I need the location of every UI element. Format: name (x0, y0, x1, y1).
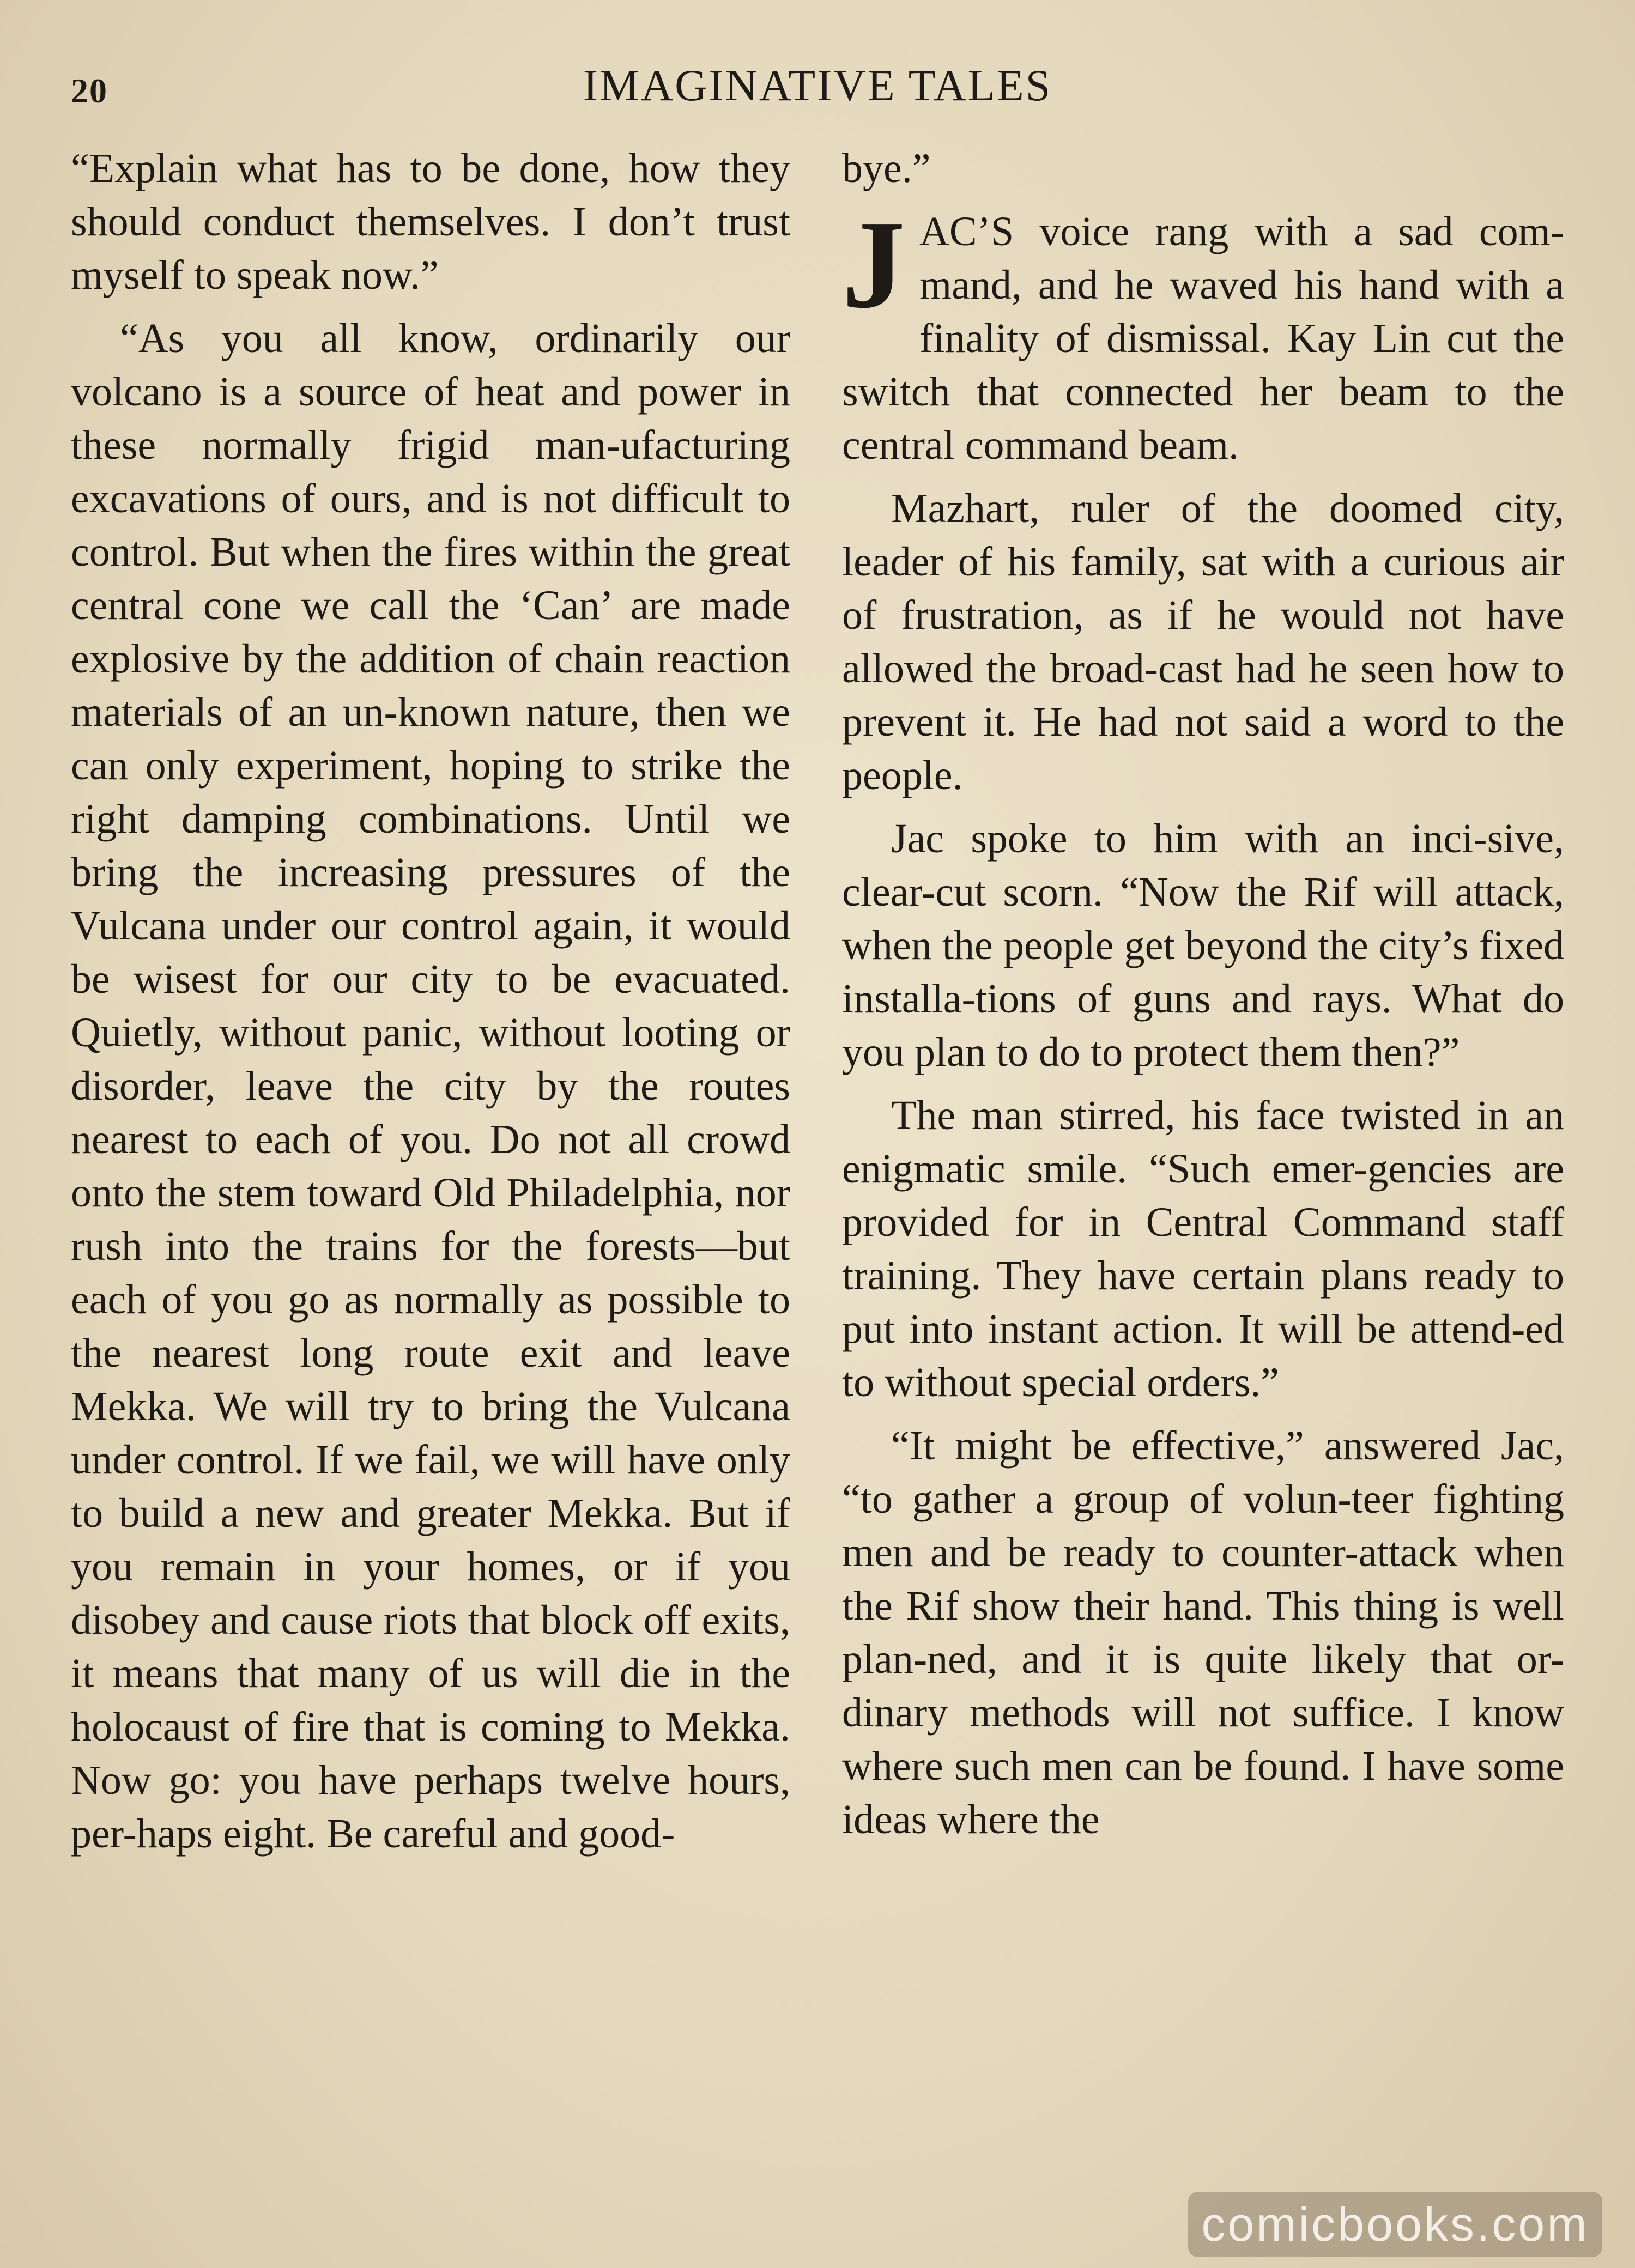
watermark-logo: comicbooks.com (1188, 2192, 1602, 2257)
paragraph: Jac spoke to him with an inci-sive, clear-cut scorn. “Now the Rif will attack, when the people get beyond the city’s fixed installa-tions of guns and rays. What do you plan to do to protect them then?” (842, 816, 1564, 1075)
paragraph: “As you all know, ordinarily our volcano is a source of heat and power in these normally frigid man-ufacturing excavations of ours, and is not difficult to control. But when the fires within the great central cone we call the ‘Can’ are made explosive by the addition of chain reaction materials of an un-known nature, then we can only experiment, hoping to strike the right damping combinations. Until we bring the increasing pressures of the Vulcana under our control again, it would be wisest for our city to be evacuated. Quietly, without panic, without looting or disorder, leave the city by the routes nearest to each of you. Do not all crowd onto the stem toward Old Philadelphia, nor rush into the trains for the forests—but each of you go as normally as possible to the nearest long route exit and leave Mekka. We will try to bring the Vulcana under control. If we fail, we will have only to build a new and greater Mekka. But if you remain in your homes, or if you disobey and cause riots that block off exits, it means that many of us will die in the holocaust of fire that is coming to Mekka. Now go: you have perhaps twelve hours, per-haps eight. Be careful and good- (71, 316, 790, 1857)
continuation-text: bye.” (842, 145, 931, 191)
running-title: IMAGINATIVE TALES (583, 60, 1052, 110)
paragraph: Mazhart, ruler of the doomed city, leader of his family, sat with a curious air of frustration, as if he would not have allowed the broad-cast had he seen how to prevent it. He had not said a word to the people. (842, 486, 1564, 798)
drop-cap-letter: J (842, 195, 905, 335)
paragraph: “Explain what has to be done, how they should conduct themselves. I don’t trust myself to speak now.” (71, 145, 790, 298)
paragraph: The man stirred, his face twisted in an enigmatic smile. “Such emer-gencies are provided for in Central Command staff training. They have certain plans ready to put into instant action. It will be attend-ed to without special orders.” (842, 1093, 1564, 1405)
paragraph: “It might be effective,” answered Jac, “to gather a group of volun-teer fighting men and be ready to counter-attack when the Rif show their hand. This thing is well plan-ned, and it is quite likely that or-dinary methods will not suffice. I know where such men can be found. I have some ideas where the (842, 1423, 1564, 1842)
dropcap-paragraph-text: AC’S voice rang with a sad com-mand, and he waved his hand with a finality of dismissal. Kay Lin cut the switch that connected her beam to the central command beam. (842, 209, 1564, 468)
left-column (71, 142, 790, 1870)
right-column (842, 142, 1564, 1856)
dropcap-paragraph (842, 195, 1564, 472)
page-number: 20 (71, 71, 108, 110)
page-header (71, 60, 1564, 114)
